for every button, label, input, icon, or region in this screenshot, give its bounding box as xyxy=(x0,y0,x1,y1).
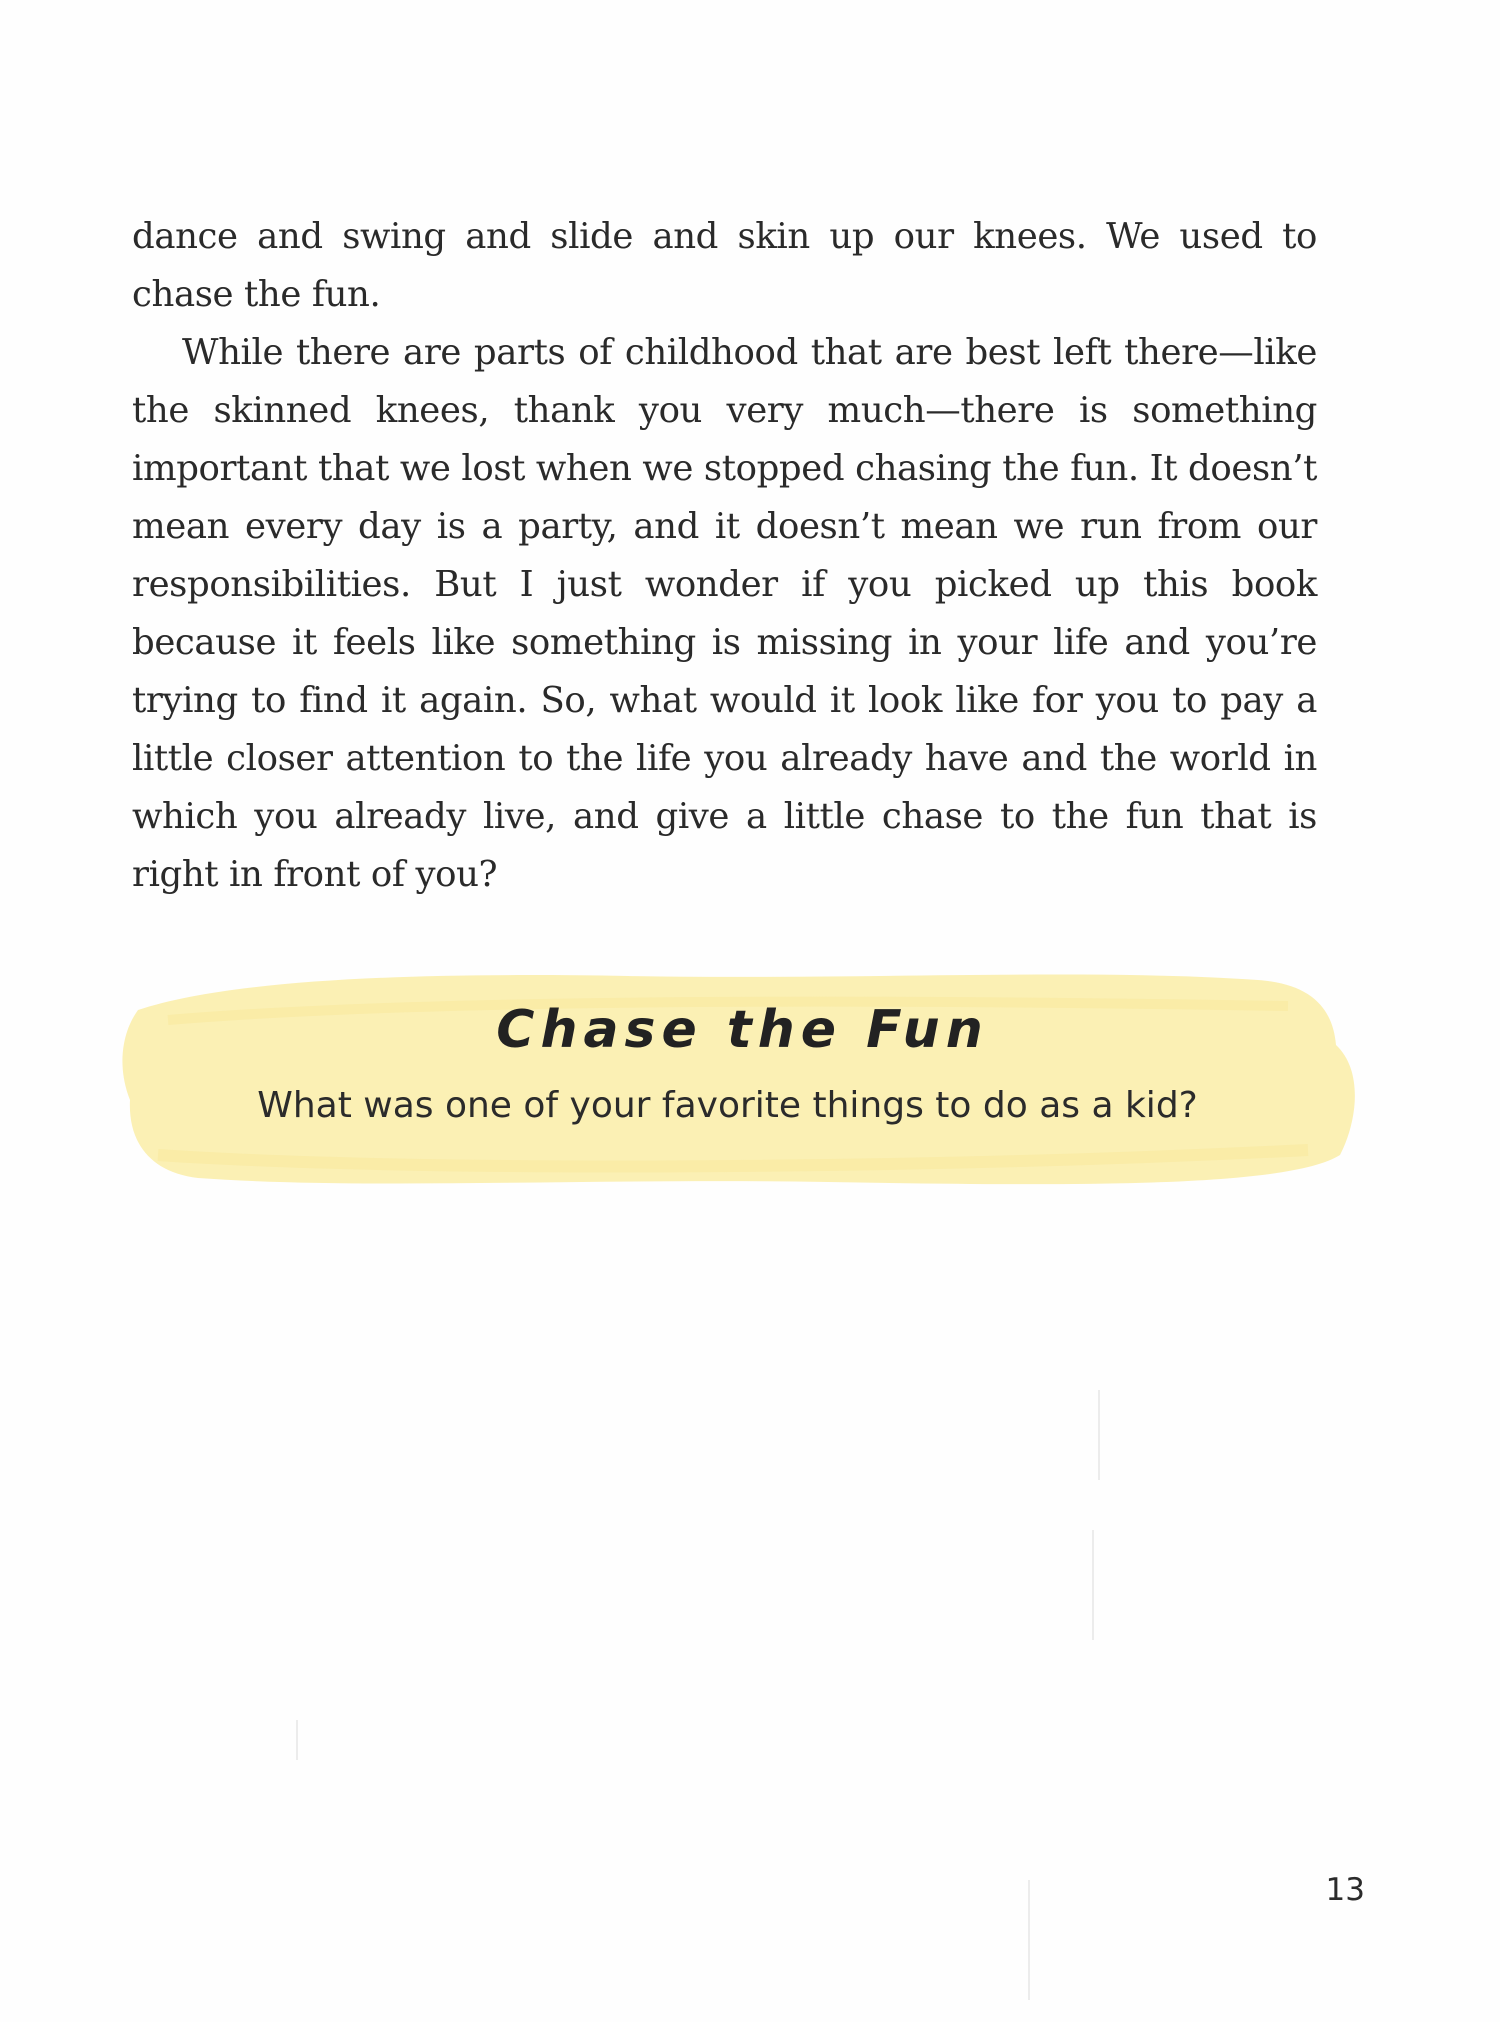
scan-mark xyxy=(1098,1390,1100,1480)
body-text xyxy=(132,208,1317,904)
paragraph-continuation: dance and swing and slide and skin up our knees. We used to chase the fun. xyxy=(132,216,1317,315)
scan-mark xyxy=(1028,1880,1030,2000)
callout-title: Chase the Fun xyxy=(496,1000,989,1060)
paragraph-main: While there are parts of childhood that are best left there—like the skinned knees, thank you very much—there is something important that we lost when we stopped chasing the fun. It doesn’t mean every day is a party, and it doesn’t mean we run from our responsibilities. But I just wonder if you picked up this book because it feels like something is missing in your life and you’re trying to find it again. So, what would it look like for you to pay a little closer attention to the life you already have and the world in which you already live, and give a little chase to the fun that is right in front of you? xyxy=(132,332,1317,895)
page-number: 13 xyxy=(1325,1872,1365,1908)
scan-mark xyxy=(296,1720,298,1760)
callout-prompt: What was one of your favorite things to do as a kid? xyxy=(257,1085,1198,1126)
yellow-highlight-brushstroke xyxy=(108,950,1368,1210)
scan-mark xyxy=(1092,1530,1094,1640)
